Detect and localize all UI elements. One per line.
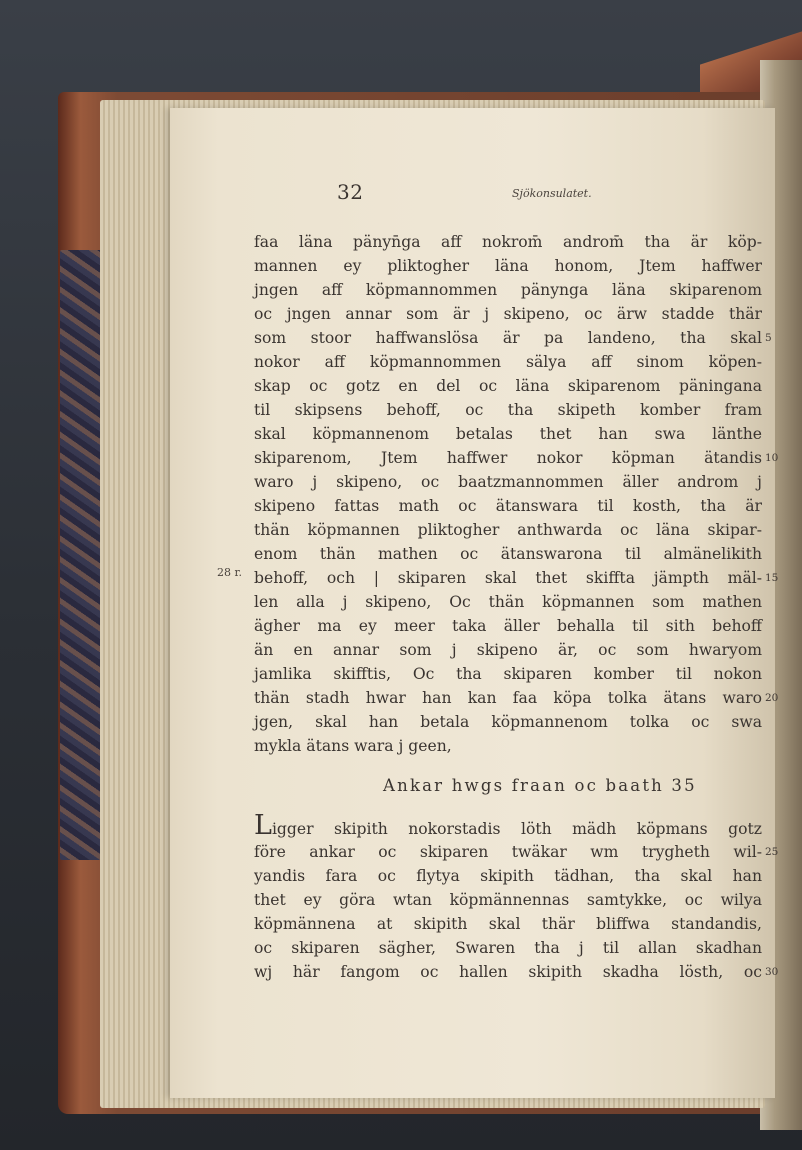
- text-line: ägher ma ey meer taka äller behalla til sith behoff: [254, 617, 762, 635]
- text-line: behoff, och | skiparen skal thet skiffta jämpth mäl-: [254, 569, 762, 587]
- text-line: jamlika skifftis, Oc tha skiparen komber til nokon: [254, 665, 762, 683]
- page-number: 32: [337, 180, 364, 204]
- text-line: thet ey göra wtan köpmännennas samtykke, oc wilya: [254, 891, 762, 909]
- line-number: 25: [765, 846, 779, 858]
- text-line: waro j skipeno, oc baatzmannommen äller androm j: [254, 473, 762, 491]
- text-line: wj här fangom oc hallen skipith skadha lösth, oc: [254, 963, 762, 981]
- text-line: före ankar oc skiparen twäkar wm trygheth wil-: [254, 843, 762, 861]
- line-number: 15: [765, 572, 779, 584]
- line-number: 20: [765, 692, 779, 704]
- text-line: skal köpmannenom betalas thet han swa länthe: [254, 425, 762, 443]
- initial-capital: L: [254, 810, 272, 841]
- text-line: köpmännena at skipith skal thär bliffwa standandis,: [254, 915, 762, 933]
- text-line: som stoor haffwanslösa är pa landeno, tha skal: [254, 329, 762, 347]
- text-line: skiparenom, Jtem haffwer nokor köpman ätandis: [254, 449, 762, 467]
- text-line: faa läna pänyn̄ga aff nokrom̄ androm̄ tha är köp-: [254, 233, 762, 251]
- line-number: 5: [765, 332, 772, 344]
- text-line: [254, 810, 762, 841]
- text-line: nokor aff köpmannommen sälya aff sinom köpen-: [254, 353, 762, 371]
- text-line: thän köpmannen pliktogher anthwarda oc läna skipar-: [254, 521, 762, 539]
- text-line: thän stadh hwar han kan faa köpa tolka ätans waro: [254, 689, 762, 707]
- text-line: mannen ey pliktogher läna honom, Jtem haffwer: [254, 257, 762, 275]
- text-line: mykla ätans wara j geen,: [254, 737, 452, 755]
- line-number: 30: [765, 966, 779, 978]
- text-line: skap oc gotz en del oc läna skiparenom päningana: [254, 377, 762, 395]
- section-heading: Ankar hwgs fraan oc baath 35: [383, 776, 697, 795]
- marginal-note: 28 r.: [217, 566, 243, 579]
- text-line: yandis fara oc flytya skipith tädhan, tha skal han: [254, 867, 762, 885]
- text-line: oc skiparen sägher, Swaren tha j til allan skadhan: [254, 939, 762, 957]
- text-line: än en annar som j skipeno är, oc som hwaryom: [254, 641, 762, 659]
- line-number: 10: [765, 452, 779, 464]
- text-line-rest: igger skipith nokorstadis löth mädh köpmans gotz: [271, 820, 762, 838]
- text-line: len alla j skipeno, Oc thän köpmannen som mathen: [254, 593, 762, 611]
- text-line: oc jngen annar som är j skipeno, oc ärw stadde thär: [254, 305, 762, 323]
- text-line: jngen aff köpmannommen pänynga läna skiparenom: [254, 281, 762, 299]
- text-line: til skipsens behoff, oc tha skipeth komber fram: [254, 401, 762, 419]
- text-line: enom thän mathen oc ätanswarona til almänelikith: [254, 545, 762, 563]
- running-head: Sjökonsulatet.: [512, 187, 592, 200]
- text-line: skipeno fattas math oc ätanswara til kosth, tha är: [254, 497, 762, 515]
- text-line: jgen, skal han betala köpmannenom tolka oc swa: [254, 713, 762, 731]
